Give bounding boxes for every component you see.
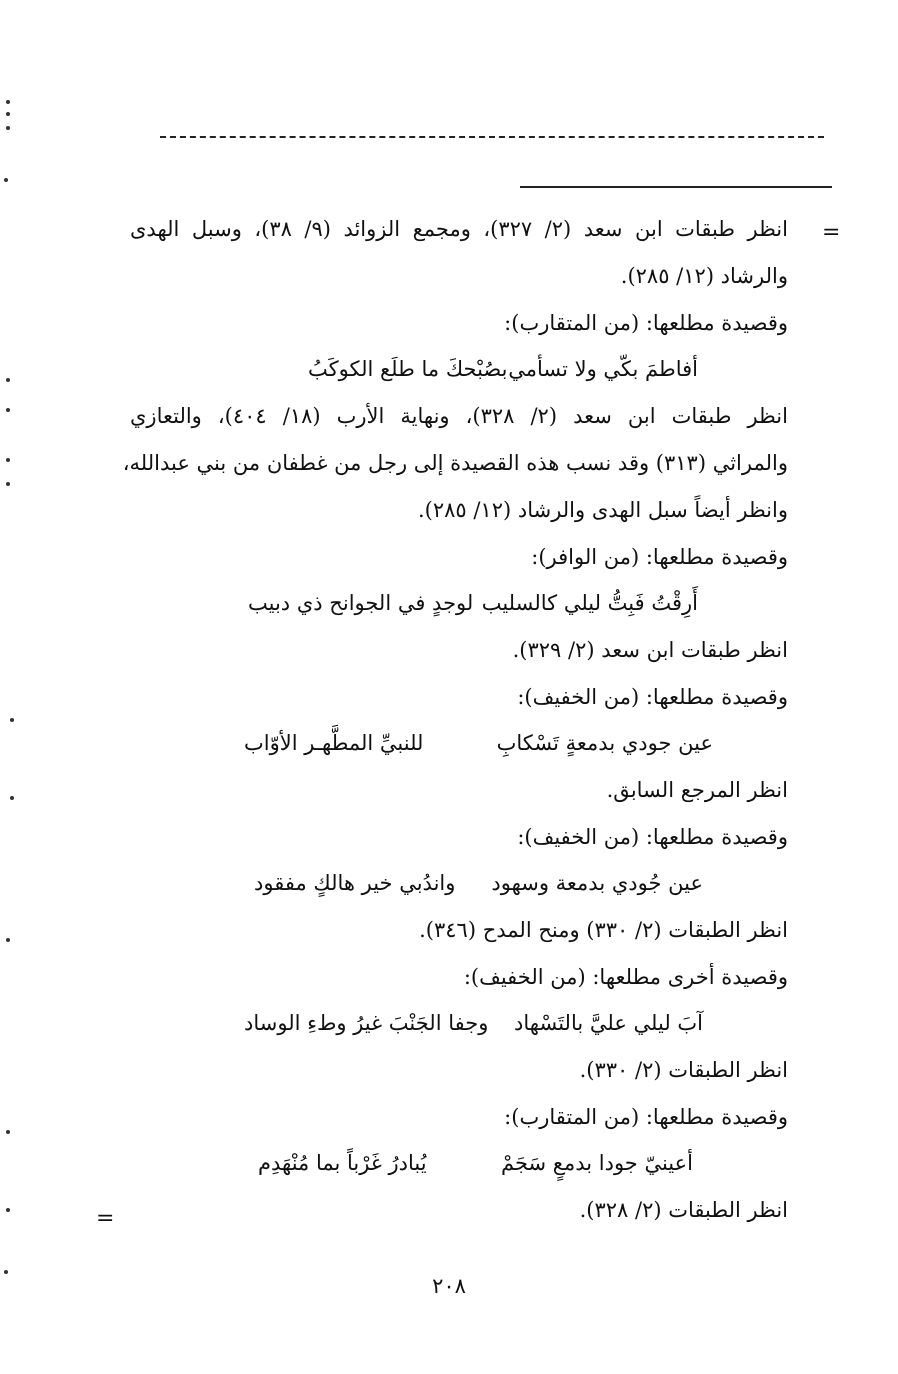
verse-second-hemistich: واندُبي خير هالكٍ مفقود <box>254 871 456 895</box>
margin-mark <box>6 112 10 116</box>
margin-mark <box>6 126 10 130</box>
dashed-separator <box>160 136 824 138</box>
verse-first-hemistich: أَرِقْتُ فَبِتُّ ليلي كالسليب <box>481 591 698 615</box>
verse-second-hemistich: لوجدٍ في الجوانح ذي دبيب <box>248 591 474 615</box>
footnote-line: انظر طبقات ابن سعد (٢/ ٣٢٩). <box>512 638 788 662</box>
margin-mark <box>6 378 10 382</box>
footnote-line: انظر الطبقات (٢/ ٣٣٠). <box>579 1058 788 1082</box>
verse-first-hemistich: أعينيّ جودا بدمعٍ سَجَمْ <box>500 1151 693 1175</box>
margin-mark <box>6 1130 10 1134</box>
verse-first-hemistich: آبَ ليلي عليَّ بالتَسْهاد <box>514 1011 703 1035</box>
margin-mark <box>10 796 14 800</box>
margin-mark <box>6 1208 10 1212</box>
margin-mark <box>6 408 10 412</box>
footnote-line: والمراثي (٣١٣) وقد نسب هذه القصيدة إلى رجل من غطفان من بني عبدالله، <box>122 451 788 475</box>
verse-first-hemistich: عين جُودي بدمعة وسهود <box>491 871 703 895</box>
verse-second-hemistich: يُبادرُ غَرْباً بما مُنْهَدِم <box>258 1151 427 1175</box>
footnote-line: انظر الطبقات (٢/ ٣٢٨). <box>579 1198 788 1222</box>
footnote-rule <box>520 186 832 188</box>
verse-first-hemistich: عين جودي بدمعةٍ تَسْكابِ <box>496 731 713 755</box>
footnote-line: وقصيدة مطلعها: (من المتقارب): <box>504 1105 788 1129</box>
footnote-line: وانظر أيضاً سبل الهدى والرشاد (١٢/ ٢٨٥). <box>417 498 788 522</box>
margin-mark <box>10 718 14 722</box>
footnote-line: انظر المرجع السابق. <box>606 778 788 802</box>
margin-mark <box>6 100 10 104</box>
footnote-line: وقصيدة أخرى مطلعها: (من الخفيف): <box>463 965 788 989</box>
margin-mark <box>6 482 10 486</box>
footnote-line: انظر طبقات ابن سعد (٢/ ٣٢٧)، ومجمع الزوائد (٩/ ٣٨)، وسبل الهدى <box>130 217 788 241</box>
margin-mark <box>4 178 8 182</box>
footnote-line: انظر الطبقات (٢/ ٣٣٠) ومنح المدح (٣٤٦). <box>419 918 788 942</box>
continuation-mark: = <box>822 220 841 245</box>
verse-second-hemistich: للنبيِّ المطَّهـر الأوّاب <box>244 731 424 755</box>
footnote-line: وقصيدة مطلعها: (من الوافر): <box>531 545 788 569</box>
verse-second-hemistich: بصُبْحكَ ما طلَع الكوكَبُ <box>308 357 508 381</box>
footnote-line: والرشاد (١٢/ ٢٨٥). <box>620 264 788 288</box>
margin-mark <box>6 458 10 462</box>
footnote-line: وقصيدة مطلعها: (من الخفيف): <box>517 685 788 709</box>
footnote-line: وقصيدة مطلعها: (من الخفيف): <box>517 825 788 849</box>
verse-second-hemistich: وجفا الجَنْبَ غيرُ وطءِ الوساد <box>244 1011 489 1035</box>
footnote-line: انظر طبقات ابن سعد (٢/ ٣٢٨)، ونهاية الأرب (١٨/ ٤٠٤)، والتعازي <box>130 404 788 428</box>
continuation-mark: = <box>96 1206 115 1231</box>
footnote-line: وقصيدة مطلعها: (من المتقارب): <box>504 311 788 335</box>
margin-mark <box>6 938 10 942</box>
page-number: ٢٠٨ <box>432 1274 466 1298</box>
verse-first-hemistich: أفاطمَ بكّي ولا تسأمي <box>508 357 698 381</box>
